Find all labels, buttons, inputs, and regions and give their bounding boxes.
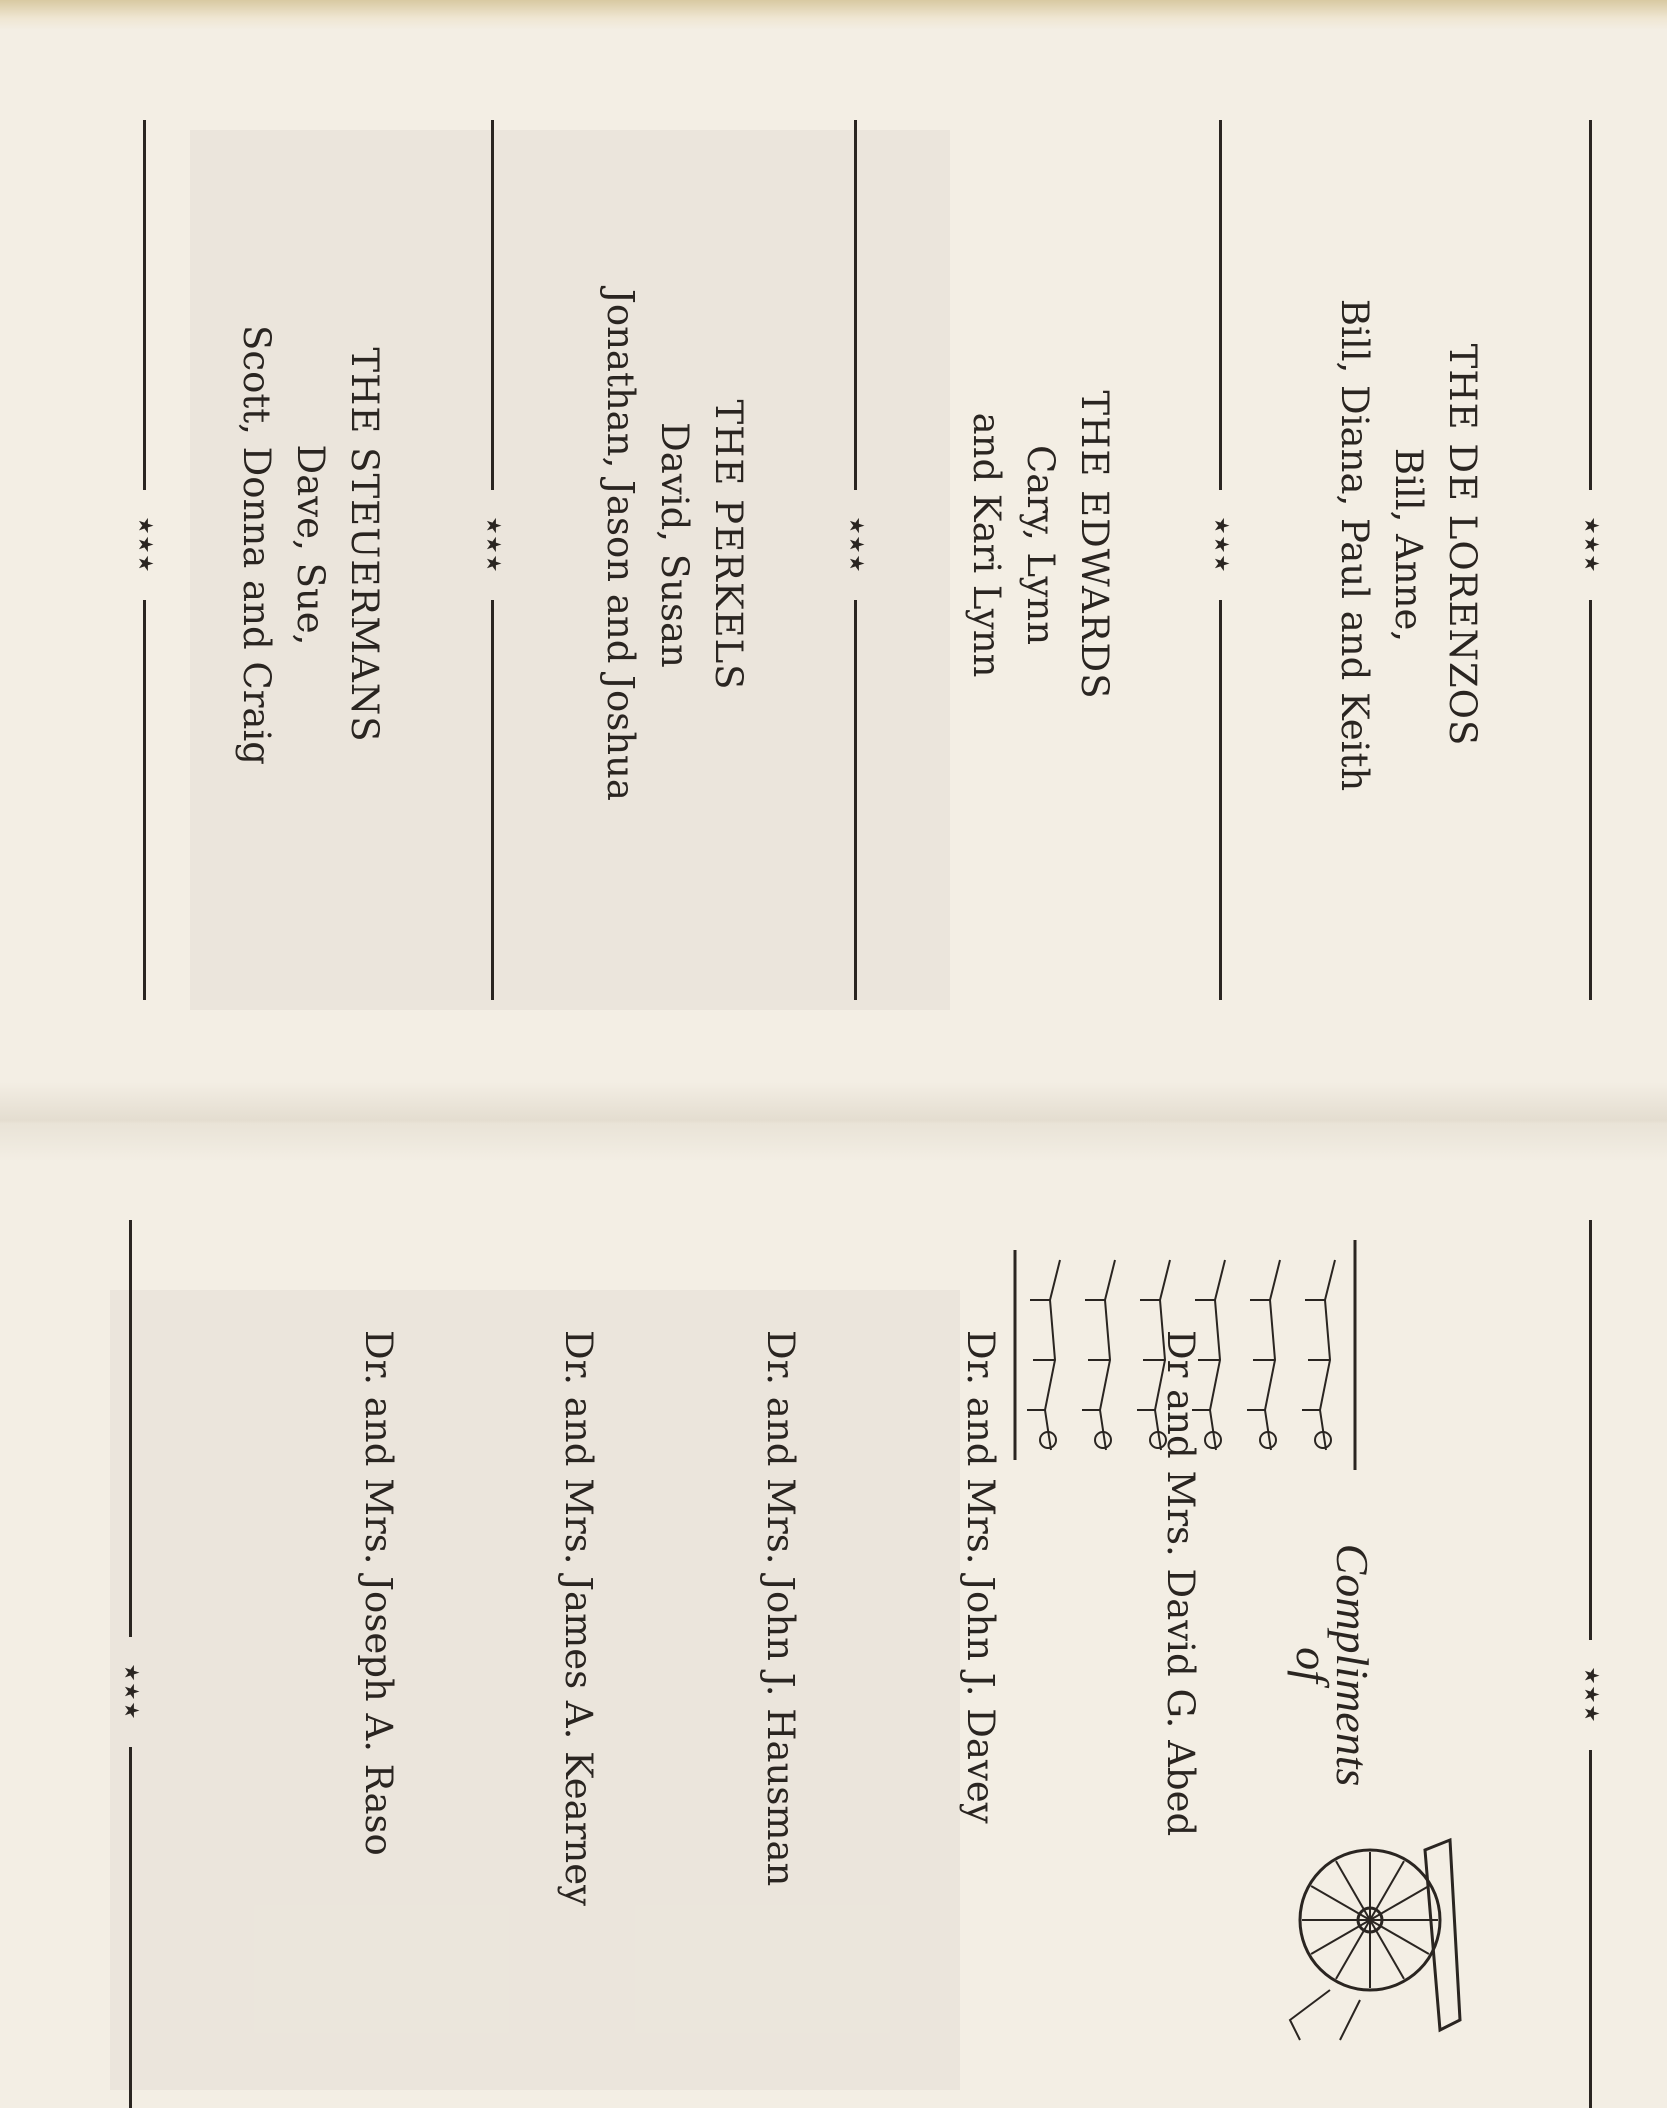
family-members: Bill, Anne, [1387,447,1430,643]
compliments-of: of [1287,1647,1338,1683]
stars-ornament: ★★★ [134,516,158,574]
stars-ornament: ★★★ [1210,516,1234,574]
family-name: THE DE LORENZOS [1441,343,1484,747]
family-members: Bill, Diana, Paul and Keith [1333,298,1376,792]
donor-name: Dr and Mrs. David G. Abed [1159,1330,1202,1837]
family-members: Dave, Sue, [289,444,332,646]
compliments-title: Compliments [1327,1543,1378,1787]
family-members: Scott, Donna and Craig [235,325,278,765]
stars-ornament: ★★★ [845,516,869,574]
stars-ornament: ★★★ [1580,1666,1604,1724]
family-members: and Kari Lynn [965,412,1008,678]
donor-name: Dr. and Mrs. James A. Kearney [557,1330,600,1907]
family-members: Cary, Lynn [1019,444,1062,646]
donor-name: Dr. and Mrs. Joseph A. Raso [357,1330,400,1856]
stars-ornament: ★★★ [482,516,506,574]
family-name: THE STEUERMANS [343,347,386,743]
family-name: THE PERKELS [707,399,750,691]
donor-name: Dr. and Mrs. John J. Hausman [759,1330,802,1887]
donor-name: Dr. and Mrs. John J. Davey [959,1330,1002,1824]
family-members: David, Susan [653,422,696,668]
family-name: THE EDWARDS [1073,390,1116,700]
stars-ornament: ★★★ [1580,516,1604,574]
stars-ornament: ★★★ [120,1663,144,1721]
family-members: Jonathan, Jason and Joshua [599,288,642,801]
